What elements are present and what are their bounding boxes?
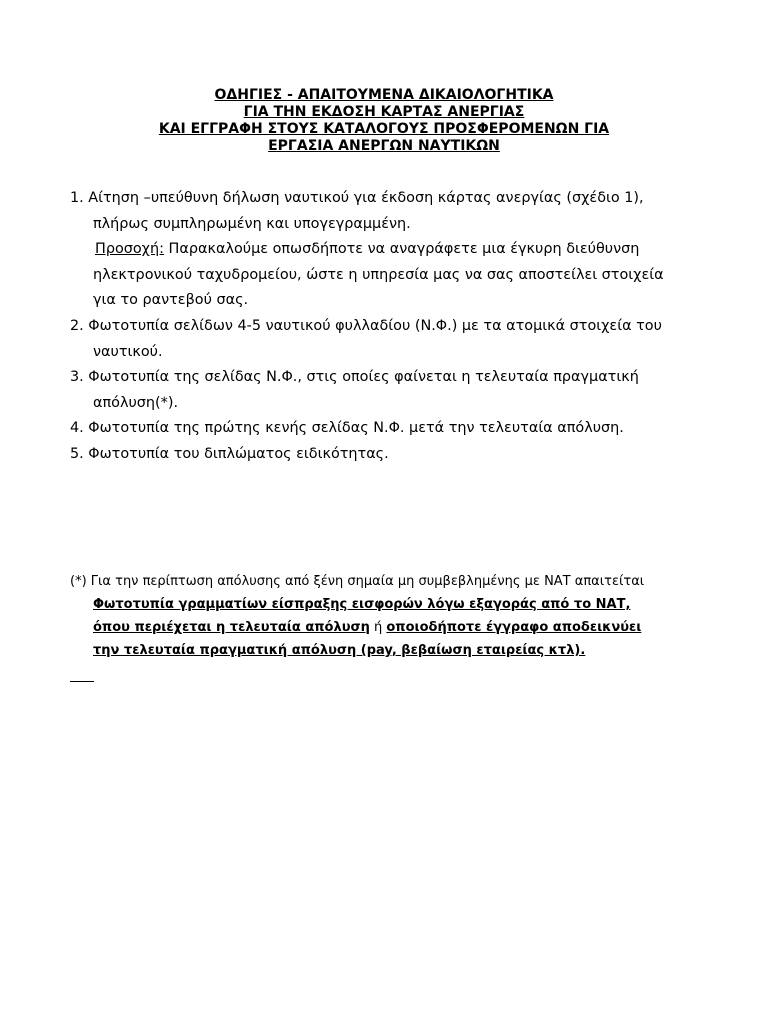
list-item-4: 4. Φωτοτυπία της πρώτης κενής σελίδας Ν.Φ. μετά την τελευταία απόλυση. (70, 420, 624, 437)
list-item-2: 2. Φωτοτυπία σελίδων 4-5 ναυτικού φυλλαδίου (Ν.Φ.) με τα ατομικά στοιχεία του (70, 317, 662, 334)
list-item-2-continuation: ναυτικού. (93, 343, 163, 360)
footnote-line-3-part-1: όπου περιέχεται η τελευταία απόλυση (93, 620, 370, 635)
list-item-1: 1. Αίτηση –υπεύθυνη δήλωση ναυτικού για έκδοση κάρτας ανεργίας (σχέδιο 1), (70, 190, 644, 206)
title-line-2: ΓΙΑ ΤΗΝ ΕΚΔΟΣΗ ΚΑΡΤΑΣ ΑΝΕΡΓΙΑΣ (243, 104, 525, 120)
requirements-list (70, 186, 720, 468)
footnote-line-3-part-2: οποιοδήποτε έγγραφο αποδεικνύει (386, 620, 642, 635)
attention-text: Παρακαλούμε οπωσδήποτε να αναγράφετε μια έγκυρη διεύθυνση (163, 241, 640, 258)
footnote-line-3 (70, 616, 730, 639)
footnote-line-2: Φωτοτυπία γραμματίων είσπραξης εισφορών λόγω εξαγοράς από το ΝΑΤ, (93, 597, 631, 612)
attention-line-3: για το ραντεβού σας. (93, 292, 249, 309)
title-line-1: ΟΔΗΓΙΕΣ - ΑΠΑΙΤΟΥΜΕΝΑ ΔΙΚΑΙΟΛΟΓΗΤΙΚΑ (214, 87, 554, 103)
document-title (60, 87, 708, 155)
attention-line-2: ηλεκτρονικού ταχυδρομείου, ώστε η υπηρεσία μας να σας αποστείλει στοιχεία (93, 266, 664, 283)
footnote-line-3-conjunction: ή (369, 620, 387, 635)
title-line-4: ΕΡΓΑΣΙΑ ΑΝΕΡΓΩΝ ΝΑΥΤΙΚΩΝ (268, 138, 500, 154)
title-line-3: ΚΑΙ ΕΓΓΡΑΦΗ ΣΤΟΥΣ ΚΑΤΑΛΟΓΟΥΣ ΠΡΟΣΦΕΡΟΜΕΝΩΝ ΓΙΑ (158, 121, 610, 137)
footnote-line-1: (*) Για την περίπτωση απόλυσης από ξένη σημαία μη συμβεβλημένης με ΝΑΤ απαιτείται (70, 574, 645, 589)
list-item-3: 3. Φωτοτυπία της σελίδας Ν.Φ., στις οποίες φαίνεται η τελευταία πραγματική (70, 369, 639, 386)
attention-label: Προσοχή: (95, 241, 164, 258)
list-item-1-continuation: πλήρως συμπληρωμένη και υπογεγραμμένη. (93, 215, 411, 232)
list-item-5: 5. Φωτοτυπία του διπλώματος ειδικότητας. (70, 445, 389, 462)
divider-line (70, 681, 94, 682)
attention-note (70, 237, 720, 263)
footnote (70, 570, 730, 662)
footnote-line-4: την τελευταία πραγματική απόλυση (pay, βεβαίωση εταιρείας κτλ). (93, 643, 586, 658)
list-item-3-continuation: απόλυση(*). (93, 394, 179, 411)
